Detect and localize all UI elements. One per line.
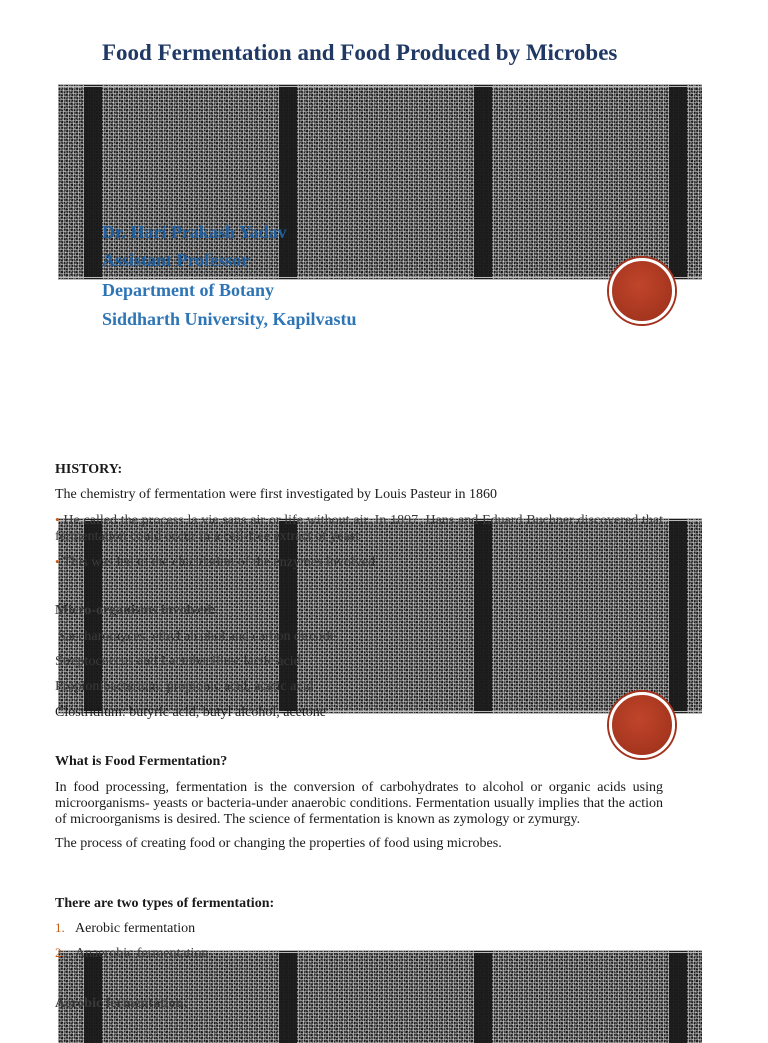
document-title: Food Fermentation and Food Produced by Microbes [102,40,618,65]
what-is-paragraph-2: The process of creating food or changing the properties of food using microbes. [55,836,502,851]
types-item-1 [55,920,663,937]
microorganism-item-2: Streptococcus and Lactobacillus: lactic acid [55,654,301,669]
bullet-icon: • [55,554,60,569]
history-intro: The chemistry of fermentation were first investigated by Louis Pasteur in 1860 [55,487,498,502]
history-bullet-2-text: This was led to the elucidation of the enzymes involved. [62,555,379,570]
list-number: 2. [55,945,65,960]
author-department: Department of Botany [102,280,274,300]
history-bullet-1 [55,512,663,545]
types-item-1-label: Aerobic fermentation [75,921,196,936]
what-is-heading: What is Food Fermentation? [55,754,228,769]
types-heading: There are two types of fermentation: [55,896,275,911]
microorganisms-heading: Micro-organisms involved: [55,603,217,618]
microorganism-item-3: Propionibacterium: propionic acid, acetic acid [55,679,314,694]
bullet-icon: • [55,512,60,527]
microorganism-item-4: Clostridium: butyric acid, butyl alcohol, acetone [55,705,326,720]
history-bullet-1-text: He called the process la vie sans air or life without air. In 1897, Hans and Eduard Buchner discovered that fermentation could occur in a cell-free extract of yeast [55,513,664,544]
microorganism-item-1: Saccharomyces: ethyl alcohol and carbon dioxide [58,629,336,644]
history-bullet-2 [55,554,663,571]
history-heading: HISTORY: [55,462,123,477]
author-university: Siddharth University, Kapilvastu [102,309,357,329]
author-position: Assistant Professor [102,250,250,270]
types-item-2-label: Anaerobic fermentation [75,946,209,961]
decorative-circle-middle [609,692,675,758]
decorative-circle-top [609,258,675,324]
author-name: Dr. Hari Prakash Yadav [102,222,287,242]
what-is-paragraph-1: In food processing, fermentation is the conversion of carbohydrates to alcohol or organic acids using microorganisms- yeasts or bacteria-under anaerobic conditions. Fermentation usually implies that the action of microorganisms is desired. The science of fermentation is known as zymology or zymurgy. [55,780,663,827]
aerobic-heading: Aerobic fermentation: [55,996,189,1011]
list-number: 1. [55,920,65,935]
types-item-2 [55,945,663,962]
